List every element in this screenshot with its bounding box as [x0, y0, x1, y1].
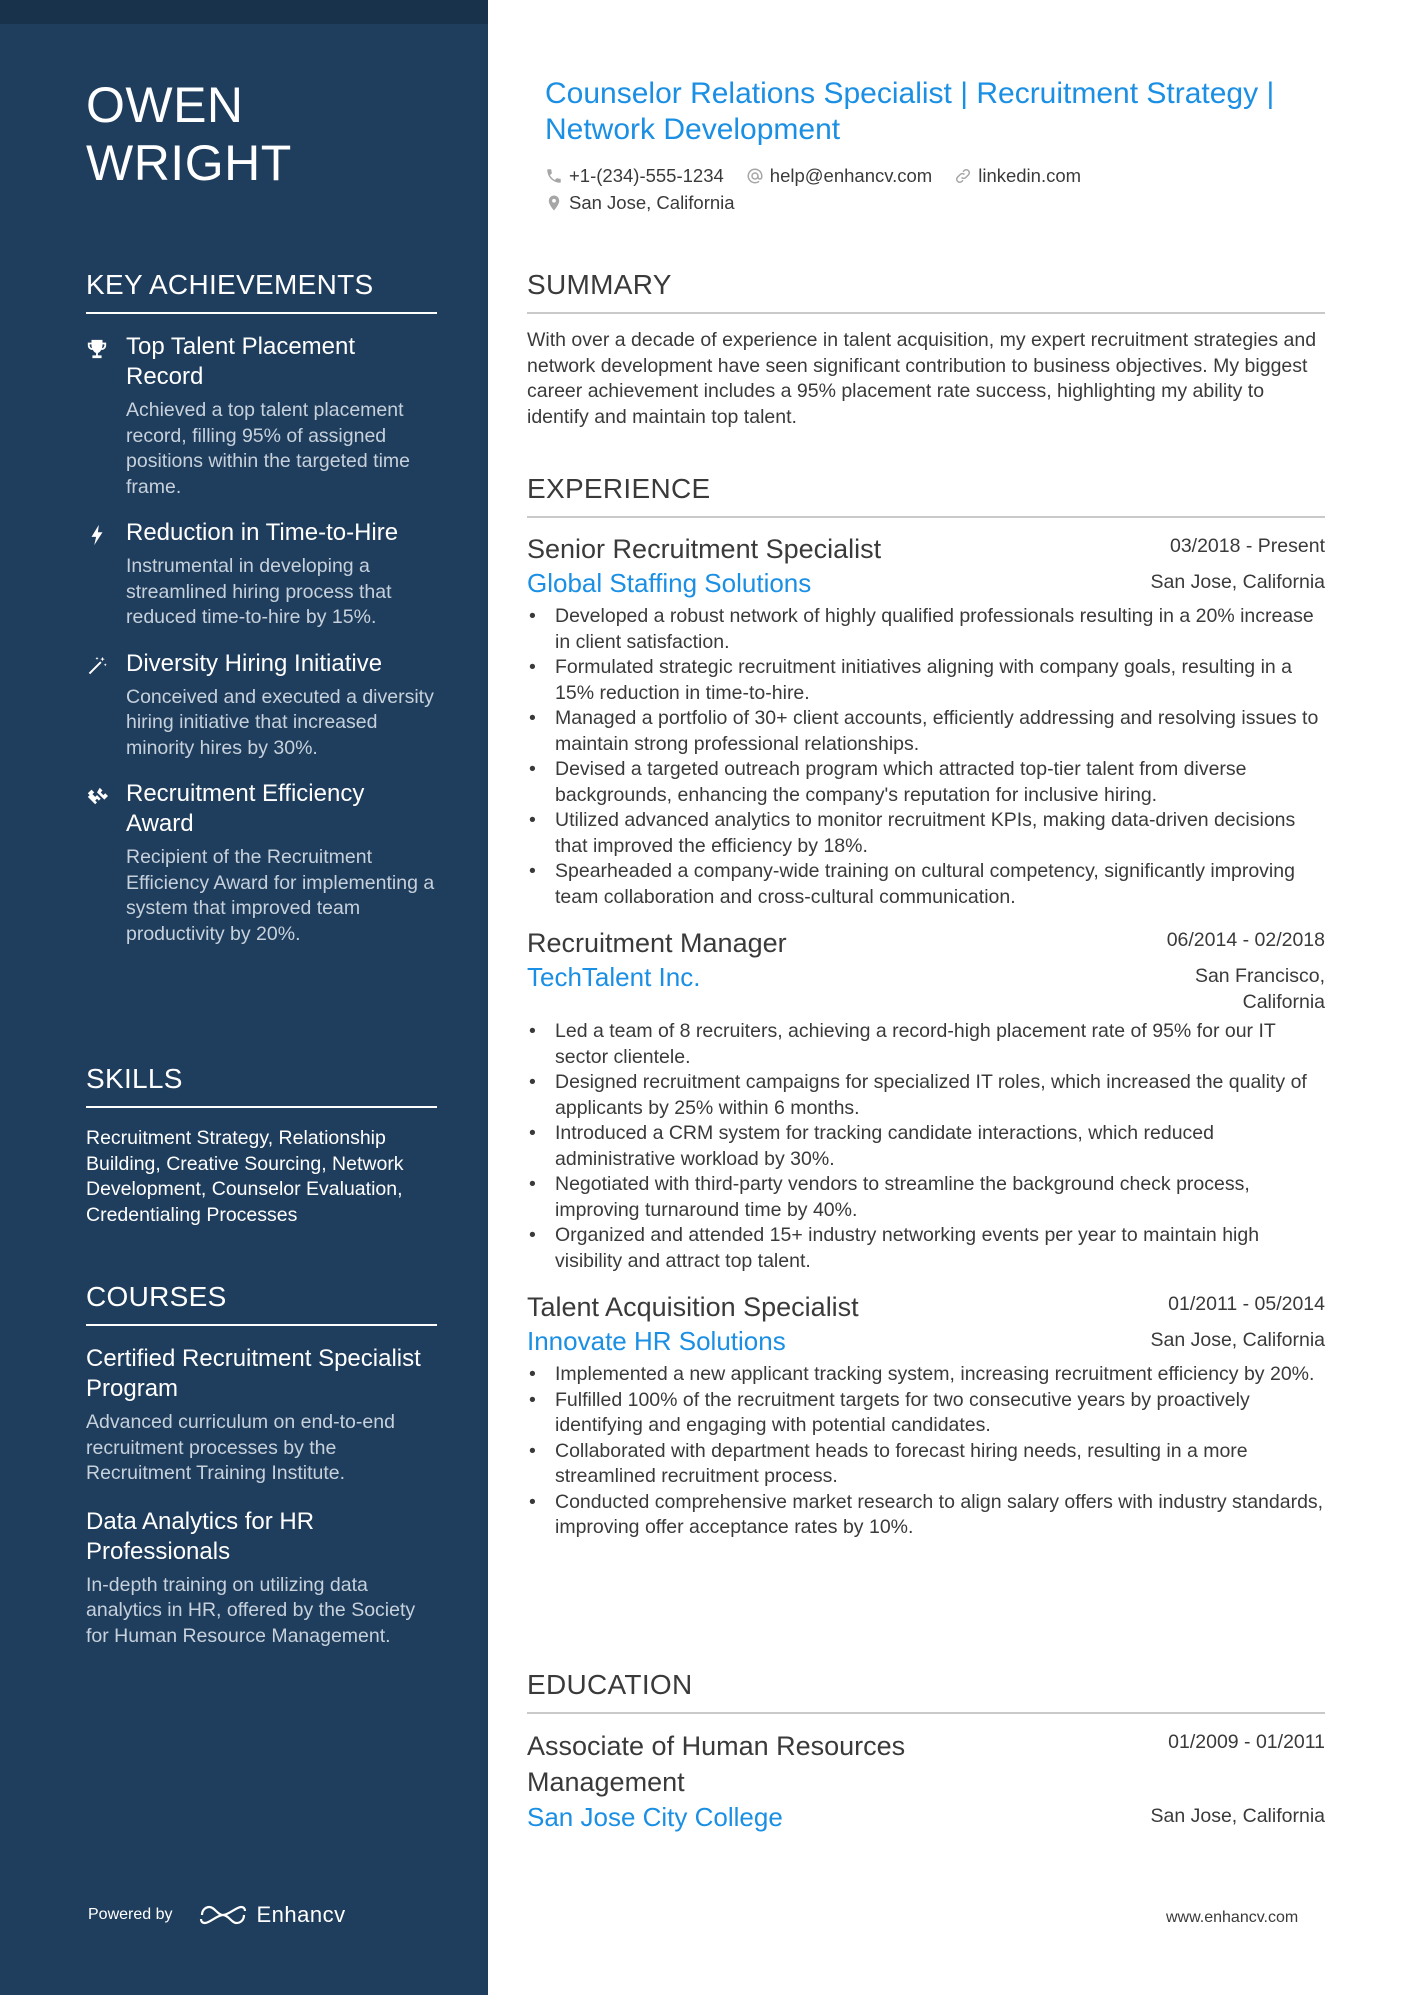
job-company: TechTalent Inc. [527, 962, 701, 992]
job-bullet: • Negotiated with third-party vendors to streamline the background check process, improving turnaround time by 40%. [527, 1172, 1325, 1223]
first-name: OWEN [86, 77, 244, 133]
job-bullet: • Spearheaded a company-wide training on cultural competency, significantly improving team collaboration and cross-cultural communication. [527, 859, 1325, 910]
link-icon [954, 167, 972, 185]
job-bullet: • Introduced a CRM system for tracking candidate interactions, which reduced administrative workload by 30%. [527, 1121, 1325, 1172]
education-dates: 01/2009 - 01/2011 [1168, 1731, 1325, 1753]
skills-list: Recruitment Strategy, Relationship Building, Creative Sourcing, Network Development, Counselor Evaluation, Credentialing Processes [86, 1127, 404, 1226]
brand-name: Enhancv [256, 1902, 346, 1927]
job-bullet: • Devised a targeted outreach program which attracted top-tier talent from diverse backgrounds, enhancing the company's reputation for inclusive hiring. [527, 757, 1325, 808]
course-item [86, 1344, 437, 1487]
education-title: EDUCATION [527, 1668, 1325, 1714]
courses-section [86, 1280, 437, 1669]
job-bullet: • Formulated strategic recruitment initiatives aligning with company goals, resulting in a 15% reduction in time-to-hire. [527, 655, 1325, 706]
job-bullets [527, 1362, 1325, 1541]
lightning-icon [86, 518, 126, 631]
email-text: help@enhancv.com [769, 164, 933, 186]
job-title: Recruitment Manager [527, 928, 787, 958]
summary-title: SUMMARY [527, 268, 1325, 314]
job-bullet: • Organized and attended 15+ industry networking events per year to maintain high visibility and attract top talent. [527, 1223, 1325, 1274]
location-pin-icon [545, 194, 563, 212]
experience-section [527, 472, 1325, 1557]
job-dates: 03/2018 - Present [1169, 535, 1325, 557]
job-location: San Jose, California [1150, 1329, 1325, 1351]
skills-title: SKILLS [86, 1062, 437, 1108]
job-bullet: • Designed recruitment campaigns for specialized IT roles, which increased the quality of applicants by 25% within 6 months. [527, 1070, 1325, 1121]
achievement-item [86, 518, 437, 631]
achievement-desc: Recipient of the Recruitment Efficiency Award for implementing a system that improved team productivity by 20%. [126, 846, 435, 945]
job-bullet: • Utilized advanced analytics to monitor recruitment KPIs, making data-driven decisions that improved the efficiency by 18%. [527, 808, 1325, 859]
achievement-title: Recruitment Efficiency Award [126, 780, 365, 837]
headline: Counselor Relations Specialist | Recruitment Strategy | Network Development [545, 77, 1275, 146]
course-title: Data Analytics for HR Professionals [86, 1507, 315, 1565]
magic-wand-icon [86, 649, 126, 762]
location-contact [545, 192, 735, 214]
phone-contact[interactable] [545, 165, 724, 187]
achievement-desc: Instrumental in developing a streamlined hiring process that reduced time-to-hire by 15%. [126, 555, 392, 628]
experience-title: EXPERIENCE [527, 472, 1325, 518]
at-icon [746, 167, 764, 185]
job-location: San Jose, California [1150, 571, 1325, 593]
job-entry [527, 532, 1325, 910]
sidebar-top-bar [0, 0, 488, 24]
course-title: Certified Recruitment Specialist Program [86, 1345, 421, 1402]
last-name: WRIGHT [86, 135, 292, 191]
linkedin-text: linkedin.com [978, 164, 1082, 186]
job-bullet: • Fulfilled 100% of the recruitment targets for two consecutive years by proactively identifying and engaging with potential candidates. [527, 1388, 1325, 1439]
phone-icon [545, 167, 563, 185]
achievement-title: Reduction in Time-to-Hire [126, 519, 399, 546]
job-bullets [527, 604, 1325, 910]
job-title: Talent Acquisition Specialist [527, 1292, 859, 1322]
trophy-icon [86, 332, 126, 500]
course-desc: Advanced curriculum on end-to-end recruitment processes by the Recruitment Training Institute. [86, 1411, 395, 1484]
linkedin-contact[interactable] [954, 165, 1081, 187]
achievement-item [86, 779, 437, 947]
job-bullet: • Led a team of 8 recruiters, achieving a record-high placement rate of 95% for our IT sector clientele. [527, 1019, 1325, 1070]
phone-text: +1-(234)-555-1234 [569, 164, 724, 186]
achievement-item [86, 649, 437, 762]
summary-section [527, 268, 1325, 430]
job-bullet: • Developed a robust network of highly qualified professionals resulting in a 20% increase in client satisfaction. [527, 604, 1325, 655]
footer-url[interactable]: www.enhancv.com [1166, 1909, 1299, 1926]
achievement-desc: Conceived and executed a diversity hiring initiative that increased minority hires by 30%. [126, 685, 434, 759]
contact-info [545, 162, 1325, 216]
location-text: San Jose, California [569, 191, 735, 213]
job-dates: 01/2011 - 05/2014 [1168, 1293, 1325, 1315]
job-location: San Francisco, California [1194, 965, 1325, 1013]
job-company: Global Staffing Solutions [527, 568, 812, 598]
achievements-title: KEY ACHIEVEMENTS [86, 268, 437, 314]
job-entry [527, 926, 1325, 1274]
job-bullet: • Collaborated with department heads to forecast hiring needs, resulting in a more streamlined recruitment process. [527, 1439, 1325, 1490]
course-item [86, 1507, 437, 1650]
enhancv-logo-icon [199, 1902, 247, 1928]
job-title: Senior Recruitment Specialist [527, 534, 882, 564]
job-bullet: • Implemented a new applicant tracking system, increasing recruitment efficiency by 20%. [527, 1362, 1325, 1388]
job-company: Innovate HR Solutions [527, 1326, 786, 1356]
powered-by-label: Powered by [88, 1906, 173, 1923]
powered-by [88, 1902, 346, 1928]
skills-section [86, 1062, 437, 1228]
degree-title: Associate of Human Resources Management [527, 1731, 906, 1797]
courses-title: COURSES [86, 1280, 437, 1326]
education-location: San Jose, California [1150, 1805, 1325, 1827]
achievement-title: Diversity Hiring Initiative [126, 649, 383, 677]
achievement-desc: Achieved a top talent placement record, filling 95% of assigned positions within the targeted time frame. [126, 399, 410, 498]
job-entry [527, 1290, 1325, 1541]
achievement-title: Top Talent Placement Record [126, 333, 356, 390]
summary-text: With over a decade of experience in talent acquisition, my expert recruitment strategies and network development have seen significant contribution to business objectives. My biggest career achievement includes a 95% placement rate success, highlighting my ability to identify and maintain top talent. [527, 329, 1317, 428]
school-name: San Jose City College [527, 1802, 783, 1832]
candidate-name [86, 76, 446, 192]
job-bullets [527, 1019, 1325, 1274]
email-contact[interactable] [746, 165, 932, 187]
sidebar [0, 0, 488, 1995]
course-desc: In-depth training on utilizing data analytics in HR, offered by the Society for Human Resource Management. [86, 1573, 416, 1647]
job-bullet: • Managed a portfolio of 30+ client accounts, efficiently addressing and resolving issues to maintain strong professional relationships. [527, 706, 1325, 757]
job-dates: 06/2014 - 02/2018 [1166, 929, 1325, 951]
achievement-item [86, 332, 437, 500]
handshake-icon [86, 779, 126, 947]
education-section [527, 1668, 1325, 1834]
achievements-section [86, 268, 437, 965]
job-bullet: • Conducted comprehensive market research to align salary offers with industry standards, improving offer acceptance rates by 10%. [527, 1490, 1325, 1541]
